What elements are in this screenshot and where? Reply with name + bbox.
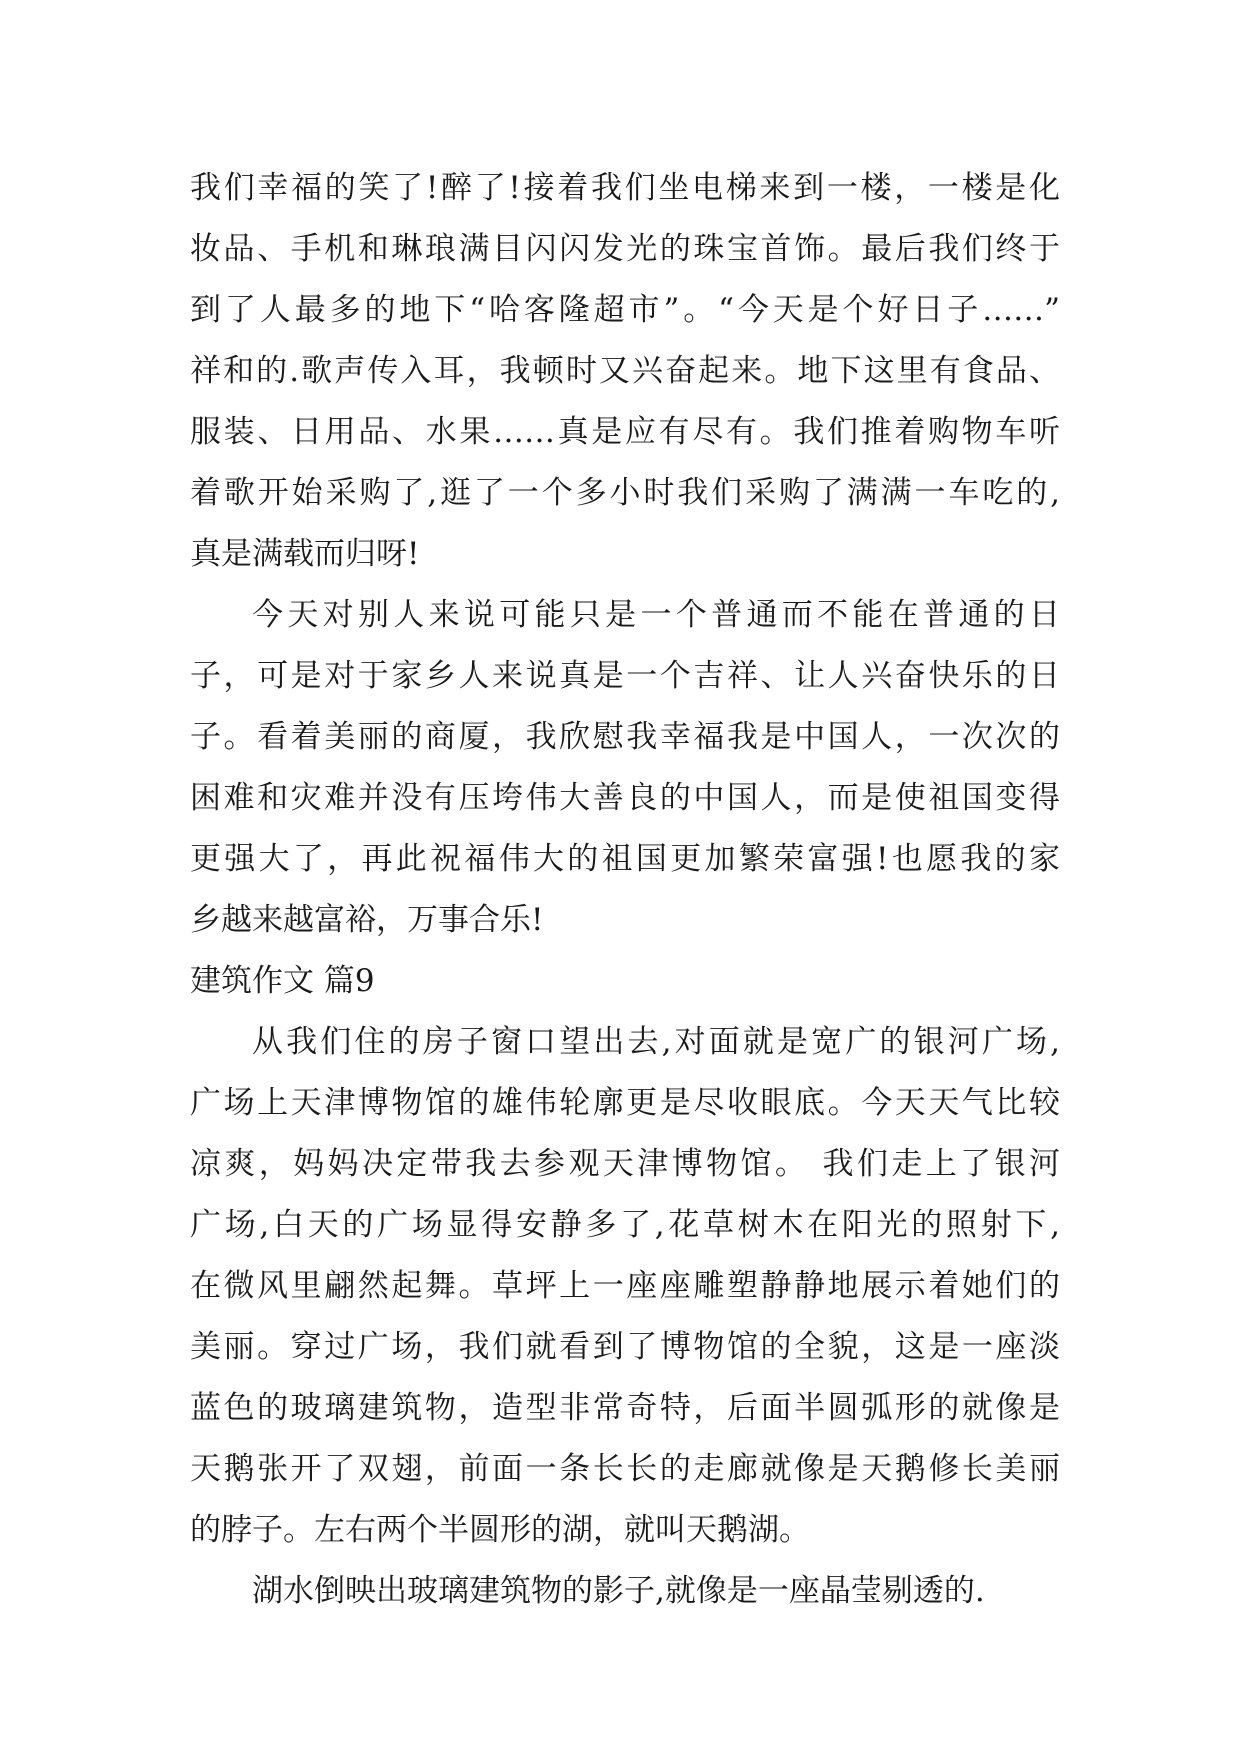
text-line: 从我们住的房子窗口望出去,对面就是宽广的银河广场, [252,1024,1060,1060]
text-line: 着歌开始采购了,逛了一个多小时我们采购了满满一车吃的, [190,475,1060,511]
text-line: 服装、日用品、水果……真是应有尽有。我们推着购物车听 [190,414,1060,450]
text-line: 在微风里翩然起舞。草坪上一座座雕塑静静地展示着她们的 [190,1268,1060,1304]
text-line: 子，可是对于家乡人来说真是一个吉祥、让人兴奋快乐的日 [190,658,1060,694]
text-line: 的脖子。左右两个半圆形的湖，就叫天鹅湖。 [190,1512,810,1548]
text-line: 天鹅张开了双翅，前面一条长长的走廊就像是天鹅修长美丽 [190,1451,1060,1487]
text-line: 湖水倒映出玻璃建筑物的影子,就像是一座晶莹剔透的. [252,1573,985,1609]
section-heading: 建筑作文 篇9 [190,963,375,999]
text-line: 困难和灾难并没有压垮伟大善良的中国人，而是使祖国变得 [190,780,1060,816]
text-line: 子。看着美丽的商厦，我欣慰我幸福我是中国人，一次次的 [190,719,1060,755]
text-line: 今天对别人来说可能只是一个普通而不能在普通的日 [252,597,1060,633]
text-line: 妆品、手机和琳琅满目闪闪发光的珠宝首饰。最后我们终于 [190,231,1060,267]
text-line: 乡越来越富裕，万事合乐! [190,902,544,938]
text-line: 广场上天津博物馆的雄伟轮廓更是尽收眼底。今天天气比较 [190,1085,1060,1121]
text-line: 广场,白天的广场显得安静多了,花草树木在阳光的照射下, [190,1207,1060,1243]
text-line: 蓝色的玻璃建筑物，造型非常奇特，后面半圆弧形的就像是 [190,1390,1060,1426]
text-line: 更强大了，再此祝福伟大的祖国更加繁荣富强!也愿我的家 [190,841,1060,877]
text-line: 到了人最多的地下“哈客隆超市”。“今天是个好日子……” [190,292,1060,328]
text-line: 凉爽，妈妈决定带我去参观天津博物馆。 我们走上了银河 [190,1146,1060,1182]
text-line: 真是满载而归呀! [190,536,420,572]
text-line: 我们幸福的笑了!醉了!接着我们坐电梯来到一楼，一楼是化 [190,170,1060,206]
text-line: 美丽。穿过广场，我们就看到了博物馆的全貌，这是一座淡 [190,1329,1060,1365]
document-body [190,158,1060,1622]
text-line: 祥和的.歌声传入耳，我顿时又兴奋起来。地下这里有食品、 [190,353,1060,389]
